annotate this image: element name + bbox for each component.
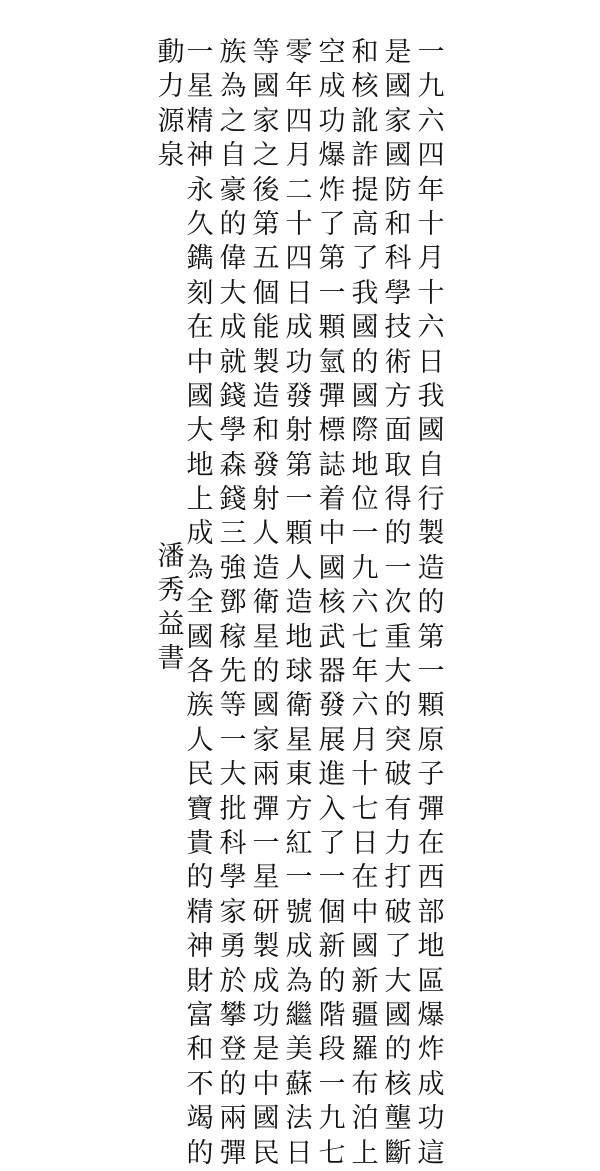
text-column-6: 等 國 家 之 後 第 五 個 能 製 造 和 發 射 人 造 衛 星 的 國 家 兩 彈 一 星 研 製 成 功 是 中 國 民 (252, 37, 280, 1169)
signature: 潘 秀 益 書 (157, 541, 185, 674)
text-column-4: 空 成 功 爆 炸 了 第 一 顆 氫 彈 標 誌 着 中 國 核 武 器 發 展 進 入 了 一 個 新 的 階 段 一 九 七 (318, 37, 346, 1169)
text-column-1: 一 九 六 四 年 十 月 十 六 日 我 國 自 行 製 造 的 第 一 顆 原 子 彈 在 西 部 地 區 爆 炸 成 功 這 (417, 37, 445, 1169)
text-column-5: 零 年 四 月 二 十 四 日 成 功 發 射 第 一 顆 人 造 地 球 衛 星 東 方 紅 一 號 成 為 繼 美 蘇 法 日 (285, 37, 313, 1169)
text-column-7: 族 為 之 自 豪 的 偉 大 成 就 錢 學 森 錢 三 強 鄧 稼 先 等 一 大 批 科 學 家 勇 於 攀 登 的 兩 彈 (219, 37, 247, 1169)
text-column-8: 一 星 精 神 永 久 鐫 刻 在 中 國 大 地 上 成 為 全 國 各 族 人 民 寶 貴 的 精 神 財 富 和 不 竭 的 (186, 37, 214, 1169)
text-column-2: 是 國 家 國 防 和 科 學 技 術 方 面 取 得 的 一 次 重 大 的 突 破 有 力 打 破 了 大 國 的 核 壟 斷 (384, 37, 412, 1169)
text-column-9: 動 力 源 泉 (157, 37, 185, 172)
text-column-3: 和 核 訛 詐 提 高 了 我 國 的 國 際 地 位 一 九 六 七 年 六 月 十 七 日 在 中 國 新 疆 羅 布 泊 上 (351, 37, 379, 1169)
